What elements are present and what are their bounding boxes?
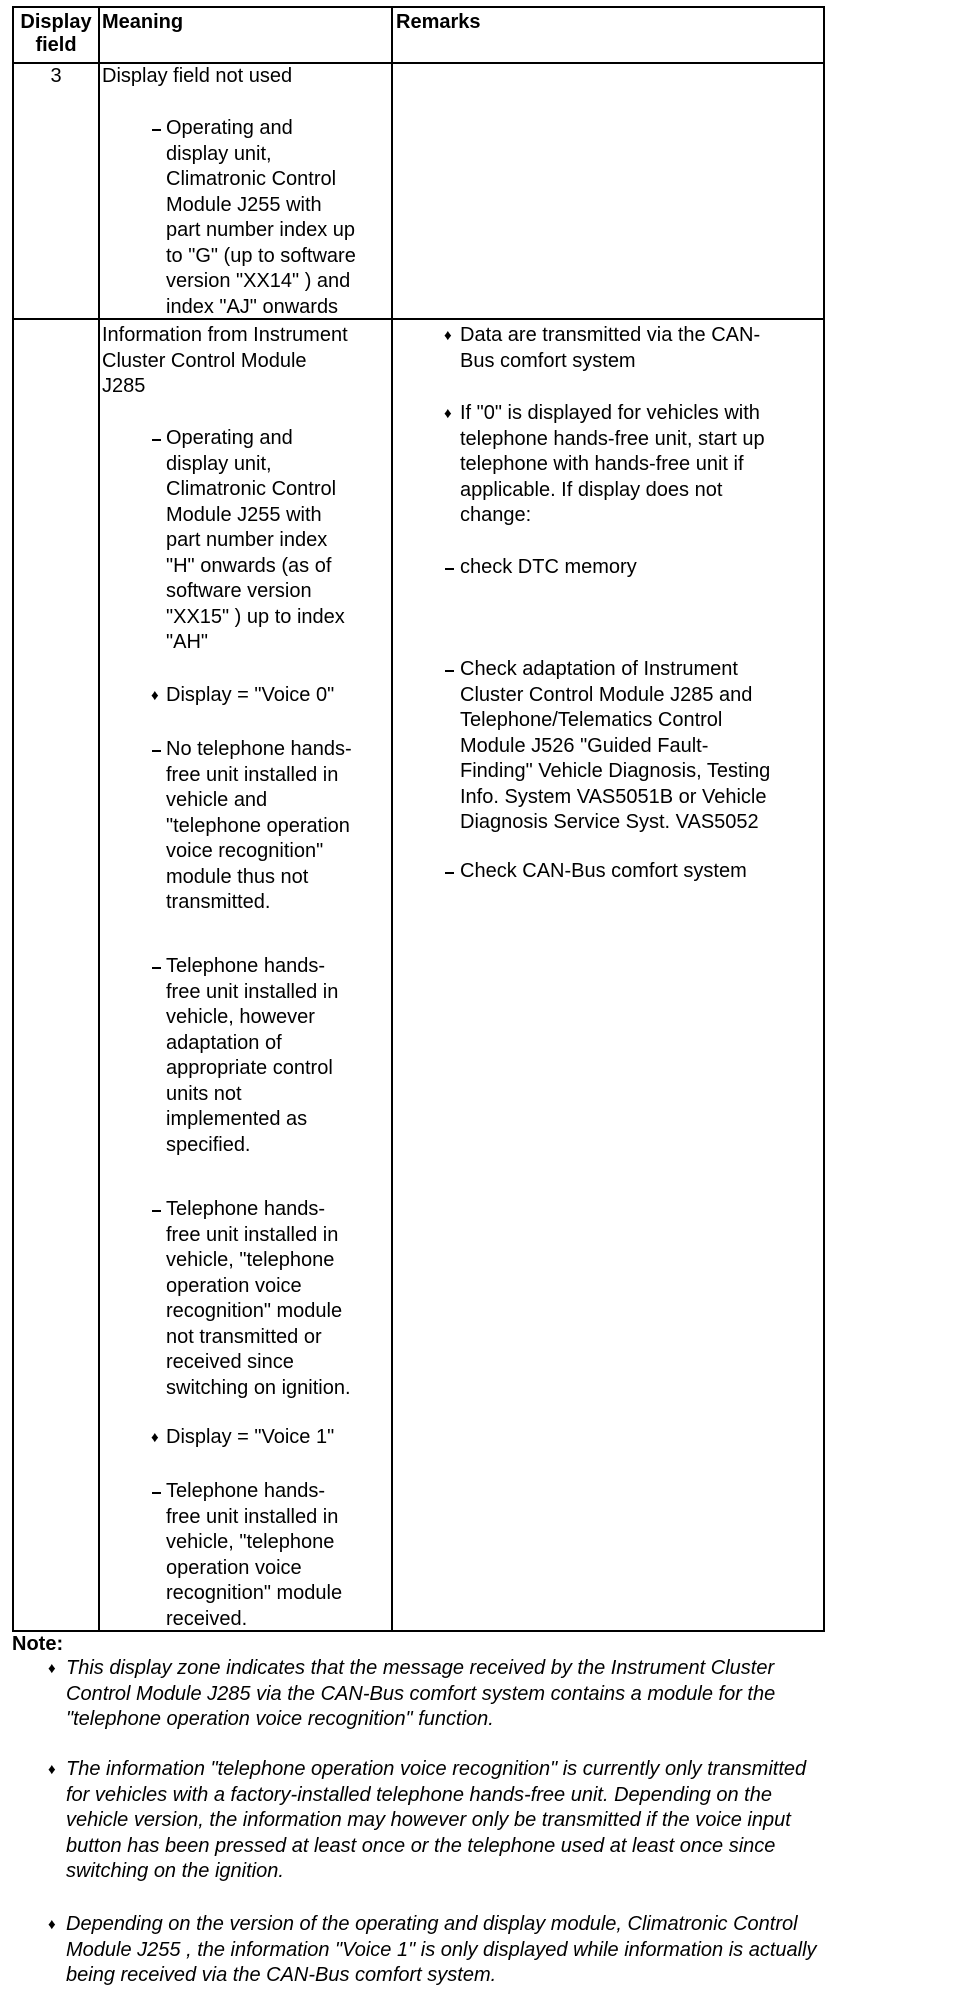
column-divider-1	[98, 8, 100, 1630]
dash-marker	[152, 129, 161, 131]
row1-meaning-item: Operating and display unit, Climatronic Control Module J255 with part number index up to "G" (up to software version "XX14" ) and index "AJ" onwards	[166, 117, 356, 318]
remark-can-check: Check CAN-Bus comfort system	[460, 860, 747, 882]
dash-marker	[445, 872, 454, 874]
note-item-3: Depending on the version of the operating and display module, Climatronic Control Module J255 , the information "Voice 1" is only displayed while information is actually being received via the CAN-Bus comfort system.	[66, 1913, 817, 1986]
note-title: Note:	[12, 1633, 64, 1655]
bullet-diamond-icon: ♦	[151, 687, 159, 704]
telephone-received-item: Telephone hands- free unit installed in vehicle, "telephone operation voice recognition" module received.	[166, 1480, 343, 1630]
telephone-not-received-item: Telephone hands- free unit installed in vehicle, "telephone operation voice recognition" module not transmitted or received since switching on ignition.	[166, 1198, 351, 1399]
bullet-diamond-icon: ♦	[48, 1916, 56, 1933]
bullet-diamond-icon: ♦	[151, 1429, 159, 1446]
row2-meaning-intro: Information from Instrument Cluster Control Module J285	[102, 324, 348, 397]
remark-if-zero: If "0" is displayed for vehicles with telephone hands-free unit, start up telephone with hands-free unit if applicable. If display does not change:	[460, 402, 765, 526]
bullet-diamond-icon: ♦	[48, 1660, 56, 1677]
display-field-table	[12, 6, 825, 1632]
bullet-diamond-icon: ♦	[48, 1761, 56, 1778]
header-display-field-2: field	[35, 34, 77, 56]
telephone-not-adapted-item: Telephone hands- free unit installed in vehicle, however adaptation of appropriate control units not implemented as specified.	[166, 955, 339, 1156]
row-divider	[14, 318, 823, 320]
dash-marker	[152, 1210, 161, 1212]
meaning-item-index-h: Operating and display unit, Climatronic Control Module J255 with part number index "H" onwards (as of software version "XX15" ) up to index "AH"	[166, 427, 345, 653]
note-item-1: This display zone indicates that the message received by the Instrument Cluster Control Module J285 via the CAN-Bus comfort system contains a module for the "telephone operation voice recognition" function.	[66, 1657, 776, 1730]
remark-dtc-memory: check DTC memory	[460, 556, 637, 578]
dash-marker	[152, 967, 161, 969]
dash-marker	[152, 439, 161, 441]
row1-display-field: 3	[50, 65, 62, 87]
bullet-diamond-icon: ♦	[444, 405, 452, 422]
dash-marker	[445, 670, 454, 672]
remark-adaptation: Check adaptation of Instrument Cluster Control Module J285 and Telephone/Telematics Control Module J526 "Guided Fault- Finding" Vehicle Diagnosis, Testing Info. System VAS5051B or Vehicle Diagnosis Service Syst. VAS5052	[460, 658, 771, 833]
dash-marker	[152, 1492, 161, 1494]
dash-marker	[152, 750, 161, 752]
voice-1-item: Display = "Voice 1"	[166, 1426, 335, 1448]
header-remarks: Remarks	[396, 11, 481, 33]
row1-meaning-intro: Display field not used	[102, 65, 293, 87]
column-divider-2	[391, 8, 393, 1630]
header-display-field-1: Display	[20, 11, 92, 33]
remark-can-bus: Data are transmitted via the CAN- Bus comfort system	[460, 324, 761, 372]
bullet-diamond-icon: ♦	[444, 327, 452, 344]
header-meaning: Meaning	[102, 11, 184, 33]
dash-marker	[445, 568, 454, 570]
note-item-2: The information "telephone operation voice recognition" is currently only transmitted for vehicles with a factory-installed telephone hands-free unit. Depending on the vehicle version, the information may however only be transmitted if the voice input button has been pressed at least once or the telephone used at least once since switching on the ignition.	[66, 1758, 807, 1882]
voice-0-item: Display = "Voice 0"	[166, 684, 335, 706]
no-telephone-item: No telephone hands- free unit installed in vehicle and "telephone operation voice recognition" module thus not transmitted.	[166, 738, 352, 913]
